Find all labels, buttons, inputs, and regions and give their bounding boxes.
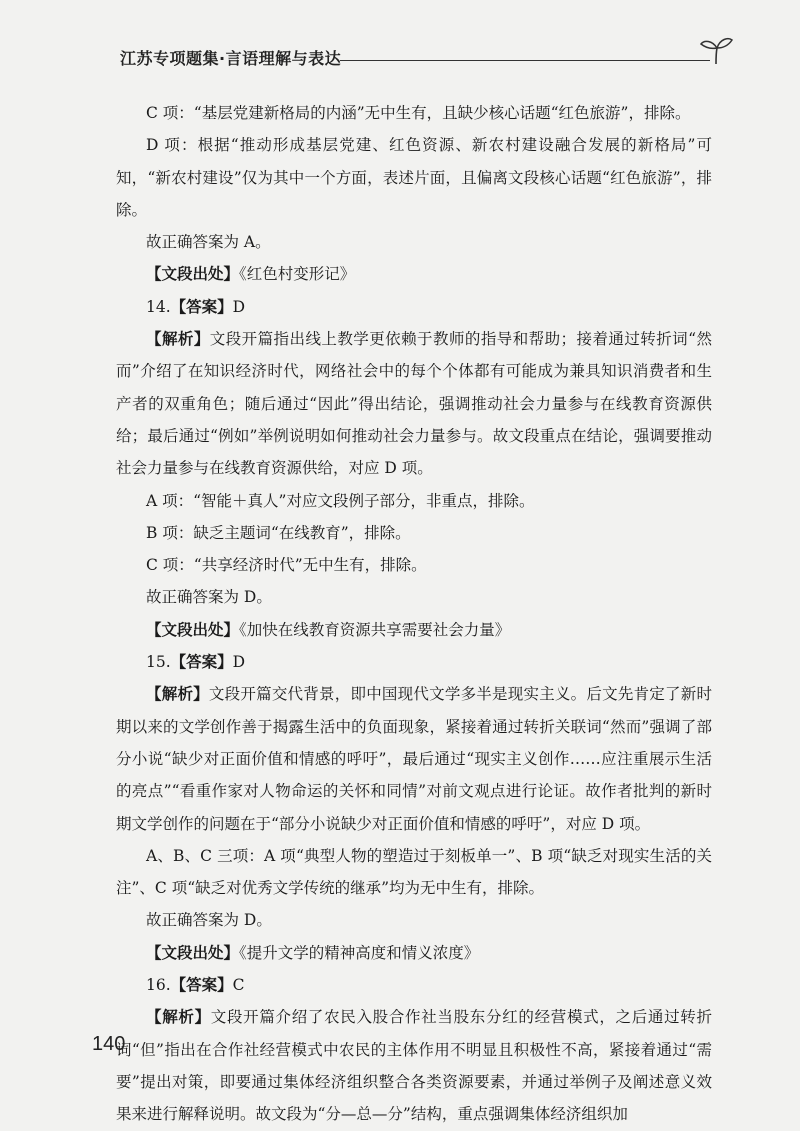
paragraph-source-15 xyxy=(116,937,712,969)
source-text: 《红色村变形记》 xyxy=(239,265,356,284)
paragraph-source-14 xyxy=(116,614,712,646)
analysis-tag: 【解析】 xyxy=(146,1008,211,1027)
paragraph-option-c: C 项：“基层党建新格局的内涵”无中生有，且缺少核心话题“红色旅游”，排除。 xyxy=(146,104,691,122)
question-16-analysis xyxy=(116,1001,712,1130)
paragraph-options-abc: A、B、C 三项：A 项“典型人物的塑造过于刻板单一”、B 项“缺乏对现实生活的关注”、C 项“缺乏对优秀文学传统的继承”均为无中生有，排除。 xyxy=(116,846,712,898)
page-number: 140 xyxy=(92,1033,126,1055)
running-header xyxy=(120,36,730,72)
answer-tag: 【答案】 xyxy=(170,297,233,316)
question-14-analysis xyxy=(116,323,712,484)
answer-tag: 【答案】 xyxy=(170,653,233,672)
paragraph-answer-d: 故正确答案为 D。 xyxy=(146,588,272,607)
answer-letter: D xyxy=(232,297,246,316)
header-rule xyxy=(340,60,710,61)
header-title: 江苏专项题集·言语理解与表达 xyxy=(120,49,342,68)
question-15-answer xyxy=(116,646,712,678)
answer-letter: D xyxy=(232,653,246,672)
page-body xyxy=(116,97,712,1131)
paragraph-answer-d: 故正确答案为 D。 xyxy=(146,911,272,930)
answer-tag: 【答案】 xyxy=(170,976,233,995)
answer-letter: C xyxy=(232,976,245,995)
analysis-tag: 【解析】 xyxy=(146,330,210,349)
paragraph-source-13 xyxy=(116,258,712,290)
question-16-answer xyxy=(116,969,712,1001)
sprout-icon xyxy=(698,36,734,66)
source-text: 《提升文学的精神高度和情义浓度》 xyxy=(239,943,480,962)
paragraph-answer-a: 故正确答案为 A。 xyxy=(146,233,271,252)
question-14-answer xyxy=(116,291,712,323)
analysis-text: 文段开篇交代背景，即中国现代文学多半是现实主义。后文先肯定了新时期以来的文学创作善于揭露生活中的负面现象，紧接着通过转折关联词“然而”强调了部分小说“缺少对正面价值和情感的呼吁”，最后通过“现实主义创作……应注重展示生活的亮点”“看重作家对人物命运的关怀和同情”对前文观点进行论证。故作者批判的新时期文学创作的问题在于“部分小说缺少对正面价值和情感的呼吁”，对应 D 项。 xyxy=(116,685,712,833)
question-number: 15. xyxy=(146,653,171,672)
analysis-text: 文段开篇指出线上教学更依赖于教师的指导和帮助；接着通过转折词“然而”介绍了在知识经济时代，网络社会中的每个个体都有可能成为兼具知识消费者和生产者的双重角色；随后通过“因此”得出结论，强调推动社会力量参与在线教育资源供给；最后通过“例如”举例说明如何推动社会力量参与。故文段重点在结论，强调要推动社会力量参与在线教育资源供给，对应 D 项。 xyxy=(116,330,712,478)
paragraph-option-c: C 项：“共享经济时代”无中生有，排除。 xyxy=(146,556,427,575)
paragraph-option-a: A 项：“智能＋真人”对应文段例子部分，非重点，排除。 xyxy=(146,491,535,510)
analysis-text: 文段开篇介绍了农民入股合作社当股东分红的经营模式，之后通过转折词“但”指出在合作社经营模式中农民的主体作用不明显且积极性不高，紧接着通过“需要”提出对策，即要通过集体经济组织整合各类资源要素，并通过举例子及阐述意义效果来进行解释说明。故文段为“分—总—分”结构，重点强调集体经济组织加 xyxy=(116,1008,712,1124)
paragraph-option-b: B 项：缺乏主题词“在线教育”，排除。 xyxy=(146,523,411,542)
source-text: 《加快在线教育资源共享需要社会力量》 xyxy=(239,620,511,639)
analysis-tag: 【解析】 xyxy=(146,685,209,704)
source-tag: 【文段出处】 xyxy=(146,620,240,639)
question-number: 16. xyxy=(146,976,171,995)
paragraph-option-d: D 项：根据“推动形成基层党建、红色资源、新农村建设融合发展的新格局”可知，“新农村建设”仅为其中一个方面，表述片面，且偏离文段核心话题“红色旅游”，排除。 xyxy=(116,136,712,219)
question-number: 14. xyxy=(146,297,171,316)
question-15-analysis xyxy=(116,678,712,839)
source-tag: 【文段出处】 xyxy=(146,943,240,962)
source-tag: 【文段出处】 xyxy=(146,265,240,284)
